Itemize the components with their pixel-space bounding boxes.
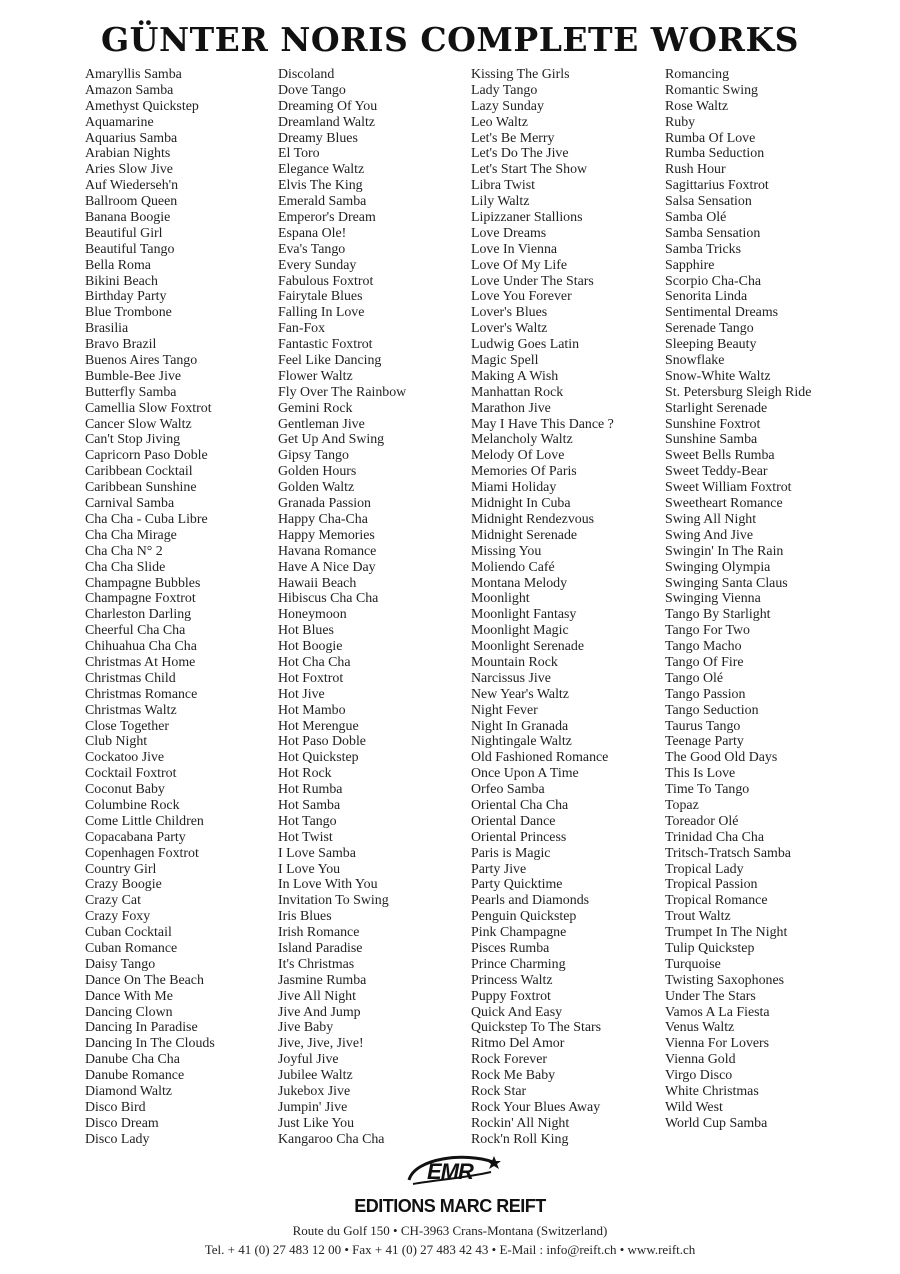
- work-title: Dancing In Paradise: [85, 1020, 198, 1036]
- work-title: Crazy Cat: [85, 893, 141, 909]
- work-title: Making A Wish: [471, 368, 559, 384]
- work-title: Dove Tango: [278, 82, 346, 98]
- work-title: Trumpet In The Night: [665, 925, 788, 941]
- work-title: Rock Forever: [471, 1052, 547, 1068]
- work-title: Serenade Tango: [665, 321, 754, 337]
- work-title: Jasmine Rumba: [278, 972, 367, 988]
- work-title: Hot Blues: [278, 623, 334, 639]
- work-title: Let's Start The Show: [471, 162, 588, 178]
- work-title: Dance On The Beach: [85, 972, 204, 988]
- work-title: Princess Waltz: [471, 972, 553, 988]
- work-title: Moonlight Serenade: [471, 639, 585, 655]
- work-title: Can't Stop Jiving: [85, 432, 181, 448]
- work-title: Hot Cha Cha: [278, 654, 351, 670]
- work-title: Melody Of Love: [471, 448, 565, 464]
- work-title: Ludwig Goes Latin: [471, 337, 580, 353]
- work-title: Twisting Saxophones: [665, 972, 785, 988]
- work-title: Amaryllis Samba: [85, 67, 182, 82]
- work-title: Sweet William Foxtrot: [665, 480, 792, 496]
- work-title: Leo Waltz: [471, 114, 528, 130]
- work-title: Under The Stars: [665, 988, 756, 1004]
- work-title: Snowflake: [665, 353, 725, 369]
- work-title: Caribbean Sunshine: [85, 480, 197, 496]
- work-title: Beautiful Girl: [85, 225, 163, 241]
- work-title: Tango Seduction: [665, 702, 759, 718]
- work-title: Ritmo Del Amor: [471, 1036, 565, 1052]
- work-title: Oriental Dance: [471, 813, 556, 829]
- work-title: Hot Merengue: [278, 718, 359, 734]
- work-title: Rock Star: [471, 1084, 527, 1099]
- work-title: Sunshine Foxtrot: [665, 416, 761, 432]
- work-title: Kangaroo Cha Cha: [278, 1131, 385, 1147]
- publisher-name: EDITIONS MARC REIFT: [354, 1196, 546, 1216]
- work-title: Tropical Lady: [665, 861, 744, 877]
- work-title: Elegance Waltz: [278, 162, 365, 178]
- work-title: Caribbean Cocktail: [85, 464, 193, 480]
- work-title: Have A Nice Day: [278, 559, 376, 575]
- work-title: Fly Over The Rainbow: [278, 384, 407, 400]
- work-title: Crazy Foxy: [85, 909, 151, 925]
- work-title: Happy Memories: [278, 527, 375, 543]
- works-column-2: [278, 67, 406, 1148]
- work-title: Moonlight Magic: [471, 623, 569, 639]
- work-title: Moonlight Fantasy: [471, 607, 577, 623]
- work-title: Night In Granada: [471, 718, 569, 734]
- work-title: Rock'n Roll King: [471, 1131, 569, 1147]
- work-title: Espana Ole!: [278, 225, 347, 241]
- work-title: Sentimental Dreams: [665, 305, 779, 321]
- work-title: Hot Foxtrot: [278, 670, 344, 686]
- work-title: Buenos Aires Tango: [85, 353, 198, 369]
- work-title: Diamond Waltz: [85, 1084, 172, 1099]
- work-title: Get Up And Swing: [278, 432, 385, 448]
- work-title: Fan-Fox: [278, 321, 326, 337]
- work-title: Rose Waltz: [665, 98, 729, 114]
- work-title: Capricorn Paso Doble: [85, 448, 208, 464]
- work-title: Cuban Romance: [85, 940, 178, 956]
- work-title: Cancer Slow Waltz: [85, 416, 192, 432]
- work-title: Christmas Child: [85, 670, 176, 686]
- work-title: Prince Charming: [471, 956, 566, 972]
- work-title: Turquoise: [665, 956, 721, 972]
- work-title: Moliendo Café: [471, 559, 555, 575]
- work-title: Oriental Princess: [471, 829, 567, 845]
- work-title: Invitation To Swing: [278, 893, 389, 909]
- work-title: Emperor's Dream: [278, 210, 376, 226]
- work-title: Dreamy Blues: [278, 130, 358, 146]
- work-title: May I Have This Dance ?: [471, 416, 614, 432]
- work-title: Romancing: [665, 67, 730, 82]
- work-title: Dreamland Waltz: [278, 114, 375, 130]
- work-title: Hot Jive: [278, 686, 325, 702]
- work-title: Feel Like Dancing: [278, 353, 382, 369]
- work-title: Dancing Clown: [85, 1004, 173, 1020]
- work-title: Midnight Serenade: [471, 527, 578, 543]
- work-title: Golden Waltz: [278, 480, 355, 496]
- work-title: World Cup Samba: [665, 1115, 768, 1131]
- work-title: Champagne Bubbles: [85, 575, 201, 591]
- work-title: Let's Do The Jive: [471, 146, 569, 162]
- work-title: Nightingale Waltz: [471, 734, 572, 750]
- work-title: Close Together: [85, 718, 170, 734]
- work-title: Beautiful Tango: [85, 241, 175, 257]
- work-title: Cha Cha Mirage: [85, 527, 177, 543]
- work-title: Montana Melody: [471, 575, 568, 591]
- emr-logo: [395, 1150, 505, 1190]
- work-title: Hot Rock: [278, 766, 332, 782]
- work-title: Cockatoo Jive: [85, 750, 165, 766]
- work-title: Carnival Samba: [85, 496, 175, 512]
- work-title: Miami Holiday: [471, 480, 557, 496]
- work-title: Dreaming Of You: [278, 98, 378, 114]
- work-title: The Good Old Days: [665, 750, 778, 766]
- work-title: Love You Forever: [471, 289, 572, 305]
- work-title: Columbine Rock: [85, 797, 180, 813]
- work-title: Samba Olé: [665, 210, 727, 226]
- work-title: Cuban Cocktail: [85, 925, 172, 941]
- work-title: Tango Macho: [665, 639, 742, 655]
- work-title: Iris Blues: [278, 909, 332, 925]
- work-title: Disco Bird: [85, 1099, 146, 1115]
- work-title: Copacabana Party: [85, 829, 186, 845]
- page-title: GÜNTER NORIS COMPLETE WORKS: [101, 20, 799, 59]
- work-title: Romantic Swing: [665, 82, 758, 98]
- work-title: Salsa Sensation: [665, 194, 752, 210]
- work-title: Samba Tricks: [665, 241, 742, 257]
- work-title: Swinging Olympia: [665, 559, 771, 575]
- work-title: Teenage Party: [665, 734, 744, 750]
- work-title: Gipsy Tango: [278, 448, 349, 464]
- work-title: Swing And Jive: [665, 527, 753, 543]
- work-title: Rush Hour: [665, 162, 726, 178]
- work-title: Lover's Blues: [471, 305, 548, 321]
- work-title: Hot Quickstep: [278, 750, 359, 766]
- work-title: Fantastic Foxtrot: [278, 337, 373, 353]
- work-title: Amethyst Quickstep: [85, 98, 199, 114]
- work-title: Tango Olé: [665, 670, 724, 686]
- work-title: Toreador Olé: [665, 813, 739, 829]
- work-title: Scorpio Cha-Cha: [665, 273, 762, 289]
- publisher-footer: [0, 1150, 900, 1259]
- work-title: Rockin' All Night: [471, 1115, 570, 1131]
- work-title: This Is Love: [665, 766, 736, 782]
- work-title: Paris is Magic: [471, 845, 551, 861]
- work-title: Sweetheart Romance: [665, 496, 783, 512]
- work-title: Hibiscus Cha Cha: [278, 591, 379, 607]
- work-title: Tango By Starlight: [665, 607, 771, 623]
- work-title: St. Petersburg Sleigh Ride: [665, 384, 812, 400]
- work-title: Christmas Waltz: [85, 702, 177, 718]
- work-title: It's Christmas: [278, 956, 355, 972]
- work-title: Jukebox Jive: [278, 1084, 351, 1099]
- work-title: Hot Paso Doble: [278, 734, 366, 750]
- work-title: Jive, Jive, Jive!: [278, 1036, 364, 1052]
- work-title: Rumba Seduction: [665, 146, 765, 162]
- work-title: Ruby: [665, 114, 696, 130]
- work-title: Dancing In The Clouds: [85, 1036, 215, 1052]
- work-title: Jubilee Waltz: [278, 1068, 353, 1084]
- work-title: El Toro: [278, 146, 320, 162]
- publisher-address: Route du Golf 150 • CH-3963 Crans-Montana (Switzerland): [292, 1223, 608, 1238]
- work-title: Love Under The Stars: [471, 273, 594, 289]
- work-title: Joyful Jive: [278, 1052, 339, 1068]
- work-title: Party Jive: [471, 861, 527, 877]
- work-title: Kissing The Girls: [471, 67, 570, 82]
- work-title: Birthday Party: [85, 289, 167, 305]
- work-title: Sunshine Samba: [665, 432, 758, 448]
- work-title: Jive All Night: [278, 988, 356, 1004]
- work-title: Sweet Teddy-Bear: [665, 464, 768, 480]
- work-title: Old Fashioned Romance: [471, 750, 609, 766]
- work-title: Puppy Foxtrot: [471, 988, 551, 1004]
- work-title: Samba Sensation: [665, 225, 761, 241]
- work-title: Flower Waltz: [278, 368, 353, 384]
- work-title: Dance With Me: [85, 988, 173, 1004]
- work-title: Crazy Boogie: [85, 877, 162, 893]
- work-title: Quickstep To The Stars: [471, 1020, 602, 1036]
- work-title: Cha Cha N° 2: [85, 543, 163, 559]
- work-title: Cheerful Cha Cha: [85, 623, 186, 639]
- work-title: Quick And Easy: [471, 1004, 563, 1020]
- work-title: Starlight Serenade: [665, 400, 768, 416]
- work-title: Blue Trombone: [85, 305, 172, 321]
- work-title: Memories Of Paris: [471, 464, 577, 480]
- works-column-1: [85, 67, 215, 1148]
- work-title: Aries Slow Jive: [85, 162, 173, 178]
- work-title: Venus Waltz: [665, 1020, 735, 1036]
- work-title: Fairytale Blues: [278, 289, 363, 305]
- work-title: Virgo Disco: [665, 1068, 733, 1084]
- work-title: Island Paradise: [278, 940, 363, 956]
- work-title: Bumble-Bee Jive: [85, 368, 182, 384]
- work-title: Just Like You: [278, 1115, 355, 1131]
- work-title: Auf Wiederseh'n: [85, 178, 179, 194]
- work-title: Aquamarine: [85, 114, 154, 130]
- work-title: Swinging Vienna: [665, 591, 761, 607]
- work-title: Coconut Baby: [85, 782, 165, 798]
- work-title: Christmas Romance: [85, 686, 198, 702]
- work-title: Ballroom Queen: [85, 194, 178, 210]
- work-title: Rock Me Baby: [471, 1068, 556, 1084]
- work-title: Vamos A La Fiesta: [665, 1004, 770, 1020]
- work-title: Oriental Cha Cha: [471, 797, 569, 813]
- work-title: Tritsch-Tratsch Samba: [665, 845, 791, 861]
- work-title: Sweet Bells Rumba: [665, 448, 775, 464]
- logo-text: EMR: [427, 1159, 473, 1184]
- work-title: Charleston Darling: [85, 607, 192, 623]
- work-title: Rock Your Blues Away: [471, 1099, 601, 1115]
- work-title: Amazon Samba: [85, 82, 174, 98]
- work-title: Cocktail Foxtrot: [85, 766, 177, 782]
- work-title: Party Quicktime: [471, 877, 563, 893]
- work-title: Tulip Quickstep: [665, 940, 755, 956]
- work-title: New Year's Waltz: [471, 686, 569, 702]
- work-title: Penguin Quickstep: [471, 909, 577, 925]
- work-title: Vienna For Lovers: [665, 1036, 770, 1052]
- work-title: Honeymoon: [278, 607, 347, 623]
- work-title: Club Night: [85, 734, 148, 750]
- work-title: Lipizzaner Stallions: [471, 210, 583, 226]
- work-title: Champagne Foxtrot: [85, 591, 196, 607]
- works-column-4: [665, 67, 811, 1132]
- work-title: I Love You: [278, 861, 341, 877]
- work-title: Lover's Waltz: [471, 321, 548, 337]
- work-title: Tropical Romance: [665, 893, 768, 909]
- work-title: Snow-White Waltz: [665, 368, 771, 384]
- work-title: Aquarius Samba: [85, 130, 178, 146]
- work-title: Once Upon A Time: [471, 766, 579, 782]
- work-title: Midnight Rendezvous: [471, 511, 595, 527]
- work-title: Banana Boogie: [85, 210, 171, 226]
- work-title: Magic Spell: [471, 353, 539, 369]
- work-title: Narcissus Jive: [471, 670, 551, 686]
- work-title: Trinidad Cha Cha: [665, 829, 765, 845]
- work-title: Gemini Rock: [278, 400, 353, 416]
- work-title: Trout Waltz: [665, 909, 731, 925]
- work-title: Topaz: [665, 797, 699, 813]
- work-title: Fabulous Foxtrot: [278, 273, 374, 289]
- work-title: Hawaii Beach: [278, 575, 357, 591]
- work-title: Missing You: [471, 543, 542, 559]
- work-title: Swingin' In The Rain: [665, 543, 784, 559]
- work-title: Sleeping Beauty: [665, 337, 757, 353]
- work-title: Love Of My Life: [471, 257, 568, 273]
- work-title: Rumba Of Love: [665, 130, 756, 146]
- work-title: Taurus Tango: [665, 718, 741, 734]
- work-title: Golden Hours: [278, 464, 357, 480]
- work-title: Elvis The King: [278, 178, 363, 194]
- work-title: Hot Tango: [278, 813, 337, 829]
- work-title: Danube Cha Cha: [85, 1052, 180, 1068]
- work-title: Hot Samba: [278, 797, 341, 813]
- work-title: Country Girl: [85, 861, 157, 877]
- work-title: Come Little Children: [85, 813, 204, 829]
- work-title: In Love With You: [278, 877, 378, 893]
- work-title: White Christmas: [665, 1084, 759, 1099]
- work-title: Cha Cha Slide: [85, 559, 166, 575]
- work-title: Eva's Tango: [278, 241, 346, 257]
- work-title: Camellia Slow Foxtrot: [85, 400, 212, 416]
- work-title: Jive And Jump: [278, 1004, 361, 1020]
- work-title: Granada Passion: [278, 496, 371, 512]
- work-title: Hot Twist: [278, 829, 333, 845]
- work-title: Chihuahua Cha Cha: [85, 639, 197, 655]
- work-title: Hot Boogie: [278, 639, 343, 655]
- work-title: Bikini Beach: [85, 273, 158, 289]
- work-title: Night Fever: [471, 702, 538, 718]
- work-title: Swing All Night: [665, 511, 757, 527]
- work-title: Copenhagen Foxtrot: [85, 845, 199, 861]
- work-title: Manhattan Rock: [471, 384, 564, 400]
- work-title: Let's Be Merry: [471, 130, 555, 146]
- work-title: Bravo Brazil: [85, 337, 157, 353]
- work-title: Orfeo Samba: [471, 782, 545, 798]
- work-title: Hot Mambo: [278, 702, 346, 718]
- work-title: Irish Romance: [278, 925, 360, 941]
- work-title: Moonlight: [471, 591, 530, 607]
- work-title: Love In Vienna: [471, 241, 558, 257]
- work-title: Tropical Passion: [665, 877, 758, 893]
- work-title: Disco Dream: [85, 1115, 159, 1131]
- work-title: Danube Romance: [85, 1068, 185, 1084]
- work-title: Vienna Gold: [665, 1052, 736, 1068]
- work-title: Lily Waltz: [471, 194, 530, 210]
- work-title: Hot Rumba: [278, 782, 343, 798]
- work-title: Gentleman Jive: [278, 416, 365, 432]
- work-title: Christmas At Home: [85, 654, 196, 670]
- work-title: Wild West: [665, 1099, 723, 1115]
- work-title: Pearls and Diamonds: [471, 893, 590, 909]
- work-title: Bella Roma: [85, 257, 151, 273]
- work-title: Emerald Samba: [278, 194, 367, 210]
- work-title: Pink Champagne: [471, 925, 567, 941]
- work-title: Jive Baby: [278, 1020, 334, 1036]
- work-title: Marathon Jive: [471, 400, 551, 416]
- work-title: Lazy Sunday: [471, 98, 544, 114]
- work-title: Havana Romance: [278, 543, 377, 559]
- work-title: Every Sunday: [278, 257, 357, 273]
- work-title: Melancholy Waltz: [471, 432, 573, 448]
- work-title: Midnight In Cuba: [471, 496, 571, 512]
- work-title: Brasilia: [85, 321, 129, 337]
- work-title: Sapphire: [665, 257, 715, 273]
- works-column-3: [471, 67, 614, 1148]
- work-title: Pisces Rumba: [471, 940, 550, 956]
- work-title: Tango For Two: [665, 623, 750, 639]
- work-title: Falling In Love: [278, 305, 365, 321]
- work-title: Sagittarius Foxtrot: [665, 178, 769, 194]
- work-title: Lady Tango: [471, 82, 538, 98]
- publisher-contact: Tel. + 41 (0) 27 483 12 00 • Fax + 41 (0) 27 483 42 43 • E-Mail : info@reift.ch • www.reift.ch: [204, 1242, 696, 1257]
- work-title: Tango Passion: [665, 686, 746, 702]
- work-title: Arabian Nights: [85, 146, 171, 162]
- work-title: Jumpin' Jive: [278, 1099, 348, 1115]
- work-title: Mountain Rock: [471, 654, 558, 670]
- work-title: Swinging Santa Claus: [665, 575, 788, 591]
- work-title: I Love Samba: [278, 845, 356, 861]
- work-title: Discoland: [278, 67, 335, 82]
- work-title: Daisy Tango: [85, 956, 156, 972]
- work-title: Libra Twist: [471, 178, 535, 194]
- work-title: Love Dreams: [471, 225, 547, 241]
- work-title: Cha Cha - Cuba Libre: [85, 511, 208, 527]
- work-title: Butterfly Samba: [85, 384, 177, 400]
- work-title: Tango Of Fire: [665, 654, 744, 670]
- work-title: Disco Lady: [85, 1131, 150, 1147]
- work-title: Happy Cha-Cha: [278, 511, 368, 527]
- work-title: Time To Tango: [665, 782, 750, 798]
- work-title: Senorita Linda: [665, 289, 748, 305]
